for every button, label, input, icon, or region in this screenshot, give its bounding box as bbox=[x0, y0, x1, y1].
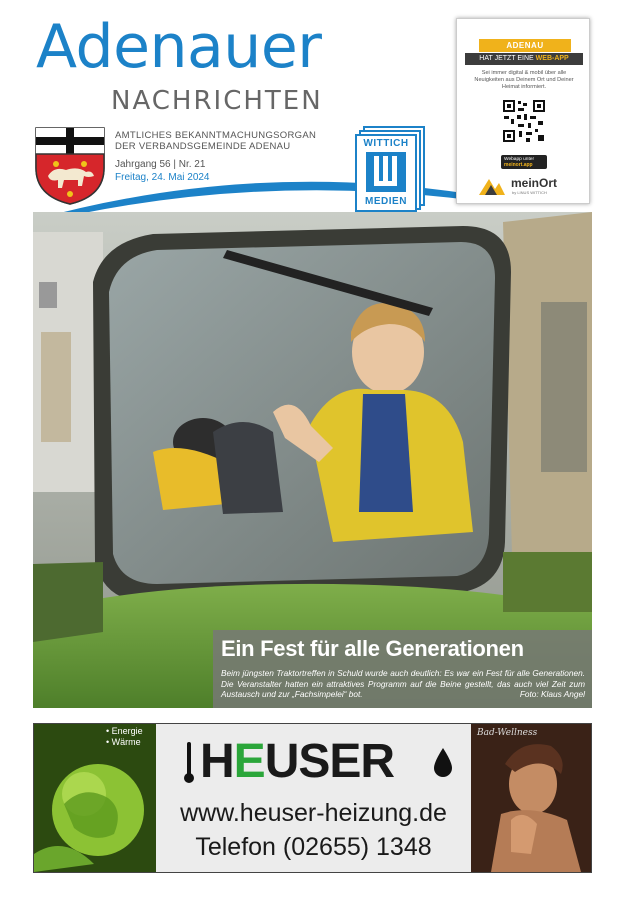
wittich-mark-icon bbox=[366, 152, 406, 192]
meinort-mark-icon bbox=[477, 175, 507, 197]
ad-phone-number: Telefon (02655) 1348 bbox=[195, 833, 432, 861]
ad-globe-image bbox=[34, 724, 156, 872]
webapp-promo-card[interactable] bbox=[456, 18, 590, 204]
cover-caption-box bbox=[213, 630, 592, 708]
webapp-description: Sei immer digital & mobil über alle Neuigkeiten aus Deinem Ort und Deiner Heimat informiert. bbox=[474, 70, 574, 90]
ad-wellness-label: Bad-Wellness bbox=[477, 728, 538, 738]
wellness-photo bbox=[471, 724, 591, 872]
webapp-link-badge[interactable]: Webapp unter meinort.app bbox=[501, 155, 547, 169]
photo-credit: Foto: Klaus Angel bbox=[519, 689, 585, 699]
cover-photo bbox=[33, 212, 592, 708]
thermometer-icon bbox=[184, 742, 194, 784]
newspaper-subtitle: NACHRICHTEN bbox=[111, 86, 323, 116]
issue-date: Freitag, 24. Mai 2024 bbox=[115, 172, 210, 183]
cover-headline: Ein Fest für alle Generationen bbox=[221, 636, 524, 661]
webapp-headline: HAT JETZT EINE WEB-APP bbox=[465, 53, 583, 65]
cover-lead: Beim jüngsten Traktortreffen in Schuld wurde auch deutlich: Es war ein Fest für alle Generationen. Die Veranstalter hatten ein attraktives Programm auf die Beine gestellt, das auch viel Zeit zum Austausch und zur „Fachsimpelei“ bot. Foto: Klaus Angel bbox=[221, 668, 585, 699]
meinort-logo: meinOrt by LINUS WITTICH bbox=[477, 175, 577, 197]
heuser-logo: HEUSER bbox=[184, 736, 454, 788]
ad-text-panel bbox=[156, 724, 471, 872]
heuser-advertisement[interactable] bbox=[33, 723, 592, 873]
official-gazette-line: AMTLICHES BEKANNTMACHUNGSORGAN DER VERBANDSGEMEINDE ADENAU bbox=[115, 130, 317, 152]
issue-number: Jahrgang 56 | Nr. 21 bbox=[115, 159, 206, 170]
webapp-place-label: ADENAU bbox=[479, 39, 571, 52]
water-drop-icon bbox=[434, 748, 452, 778]
ad-wellness-image bbox=[471, 724, 591, 872]
ad-website-link[interactable]: www.heuser-heizung.de bbox=[180, 799, 447, 827]
newspaper-title: Adenauer bbox=[36, 12, 322, 82]
ad-bullet-list: • Energie • Wärme bbox=[106, 726, 143, 747]
wittich-medien-logo: WITTICH MEDIEN bbox=[355, 126, 425, 212]
qr-code-icon[interactable] bbox=[502, 99, 546, 143]
